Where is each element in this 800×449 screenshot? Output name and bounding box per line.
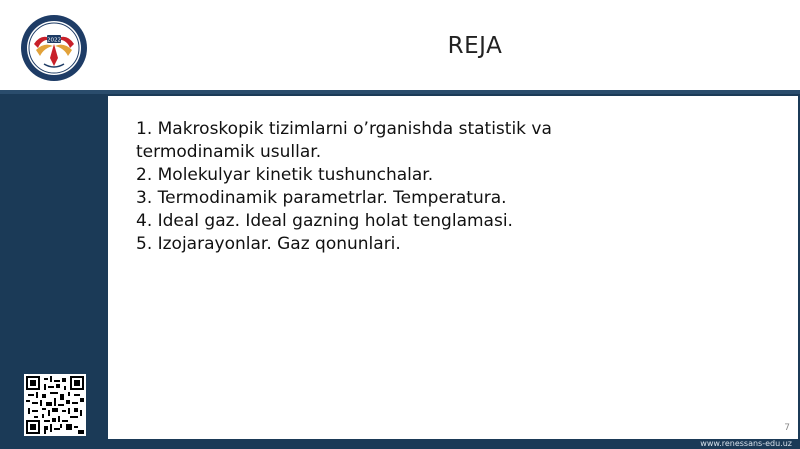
agenda-item-3: 3. Termodinamik parametrlar. Temperatura. xyxy=(136,188,507,208)
agenda-item-5: 5. Izojarayonlar. Gaz qonunlari. xyxy=(136,234,401,254)
agenda-item-4: 4. Ideal gaz. Ideal gazning holat tenglamasi. xyxy=(136,211,513,231)
agenda-list xyxy=(136,118,606,256)
agenda-item-1: 1. Makroskopik tizimlarni o’rganishda statistik va termodinamik usullar. xyxy=(136,119,552,162)
agenda-item-2: 2. Molekulyar kinetik tushunchalar. xyxy=(136,165,434,185)
qr-code[interactable] xyxy=(24,374,86,436)
content-panel xyxy=(108,96,798,439)
footer-url[interactable]: www.renessans-edu.uz xyxy=(700,439,792,448)
page-number: 7 xyxy=(784,423,790,433)
slide-title: REJA xyxy=(447,33,503,59)
frame-divider xyxy=(0,90,800,94)
qr-code-icon xyxy=(26,376,84,434)
university-emblem-icon xyxy=(20,14,88,82)
logo-year: 2022 xyxy=(47,37,61,44)
slide-header xyxy=(0,0,800,90)
